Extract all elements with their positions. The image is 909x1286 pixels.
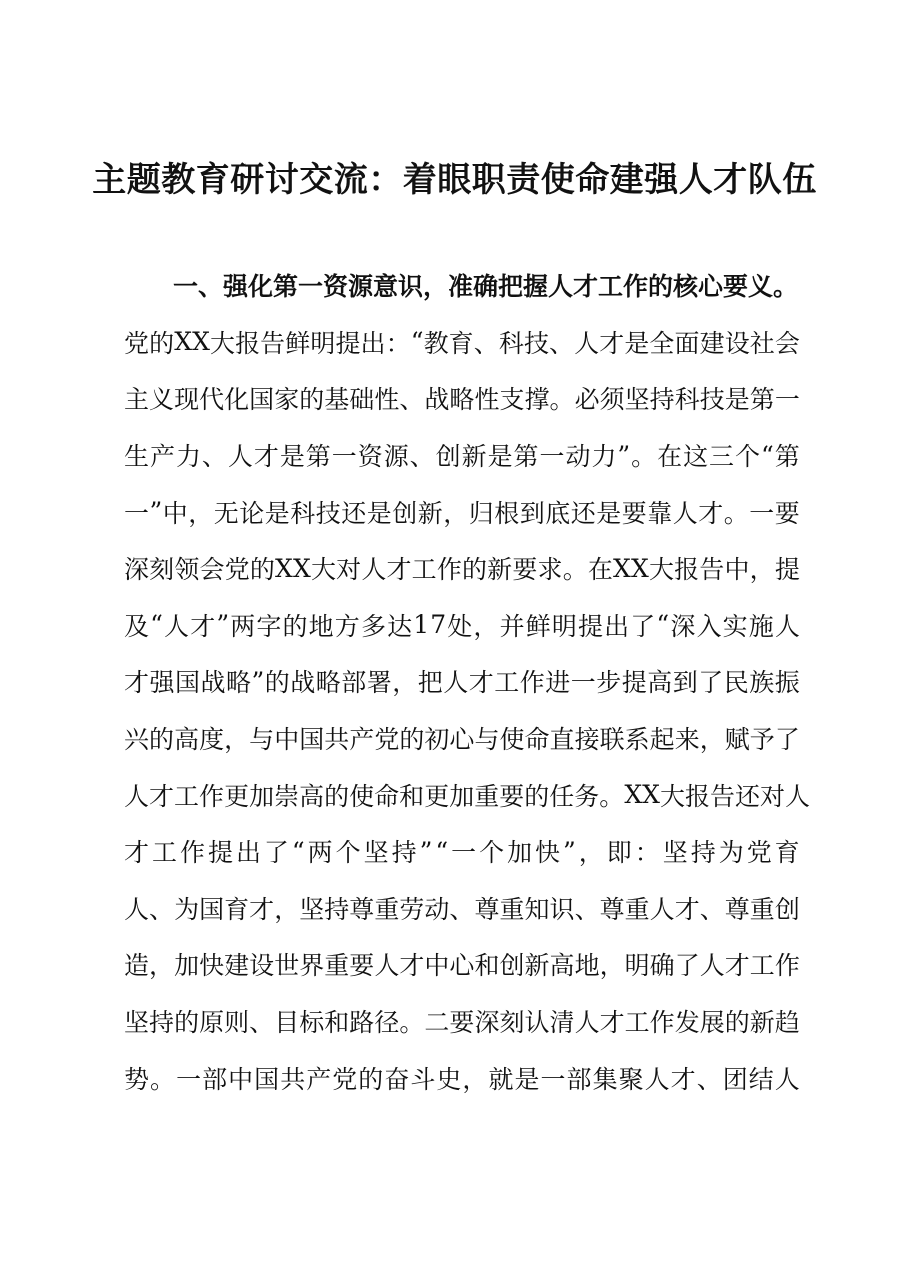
document-title: 主题教育研讨交流：着眼职责使命建强人才队伍 xyxy=(92,160,817,200)
document-body xyxy=(124,257,811,1106)
paragraph-line: 才 强 国 战 略 ” 的 战 略 部 署 ， 把 人 才 工 作 进 一 步 提 高 到 了 民 族 振 xyxy=(124,666,800,698)
paragraph-line: 一 ” 中 ， 无 论 是 科 技 还 是 创 新 ， 归 根 到 底 还 是 要 靠 人 才 。 一 要 xyxy=(124,497,800,528)
paragraph-line: 势 。 一 部 中 国 共 产 党 的 奋 斗 史 ， 就 是 一 部 集 聚 人 才 、 团 结 人 xyxy=(124,1064,800,1094)
paragraph-line: 造 ， 加 快 建 设 世 界 重 要 人 才 中 心 和 创 新 高 地 ， 明 确 了 人 才 工 作 xyxy=(124,951,800,981)
paragraph-line: 深 刻 领 会 党 的 X X 大 对 人 才 工 作 的 新 要 求 。 在 X X 大 报 告 中 ， 提 xyxy=(124,553,800,585)
paragraph-line: 坚 持 的 原 则 、 目 标 和 路 径 。 二 要 深 刻 认 清 人 才 工 作 发 展 的 新 趋 xyxy=(124,1008,800,1038)
paragraph-line: 党 的 X X 大 报 告 鲜 明 提 出 ： “ 教 育 、 科 技 、 人 才 是 全 面 建 设 社 会 xyxy=(124,327,800,358)
section-heading: 一、强化第一资源意识，准确把握人才工作的核心要义。 xyxy=(173,272,799,302)
paragraph-line: 人 才 工 作 更 加 崇 高 的 使 命 和 更 加 重 要 的 任 务 。 X X 大 报 告 还 对 人 xyxy=(124,780,811,811)
paragraph-line: 人 、 为 国 育 才 ， 坚 持 尊 重 劳 动 、 尊 重 知 识 、 尊 重 人 才 、 尊 重 创 xyxy=(124,894,800,924)
paragraph-line: 生 产 力 、 人 才 是 第 一 资 源 、 创 新 是 第 一 动 力 ” 。 在 这 三 个 “ 第 xyxy=(124,440,800,472)
paragraph-line: 兴 的 高 度 ， 与 中 国 共 产 党 的 初 心 与 使 命 直 接 联 系 起 来 ， 赋 予 了 xyxy=(124,725,800,755)
paragraph-line: 主 义 现 代 化 国 家 的 基 础 性 、 战 略 性 支 撑 。 必 须 坚 持 科 技 是 第 一 xyxy=(124,385,800,415)
paragraph-line: 才 工 作 提 出 了 “ 两 个 坚 持 ” “ 一 个 加 快 ” ， 即 ： 坚 持 为 党 育 xyxy=(124,836,800,868)
paragraph-line: 及 “ 人 才 ” 两 字 的 地 方 多 达 1 7 处 ， 并 鲜 明 提 出 了 “ 深 入 实 施 人 xyxy=(124,610,800,641)
